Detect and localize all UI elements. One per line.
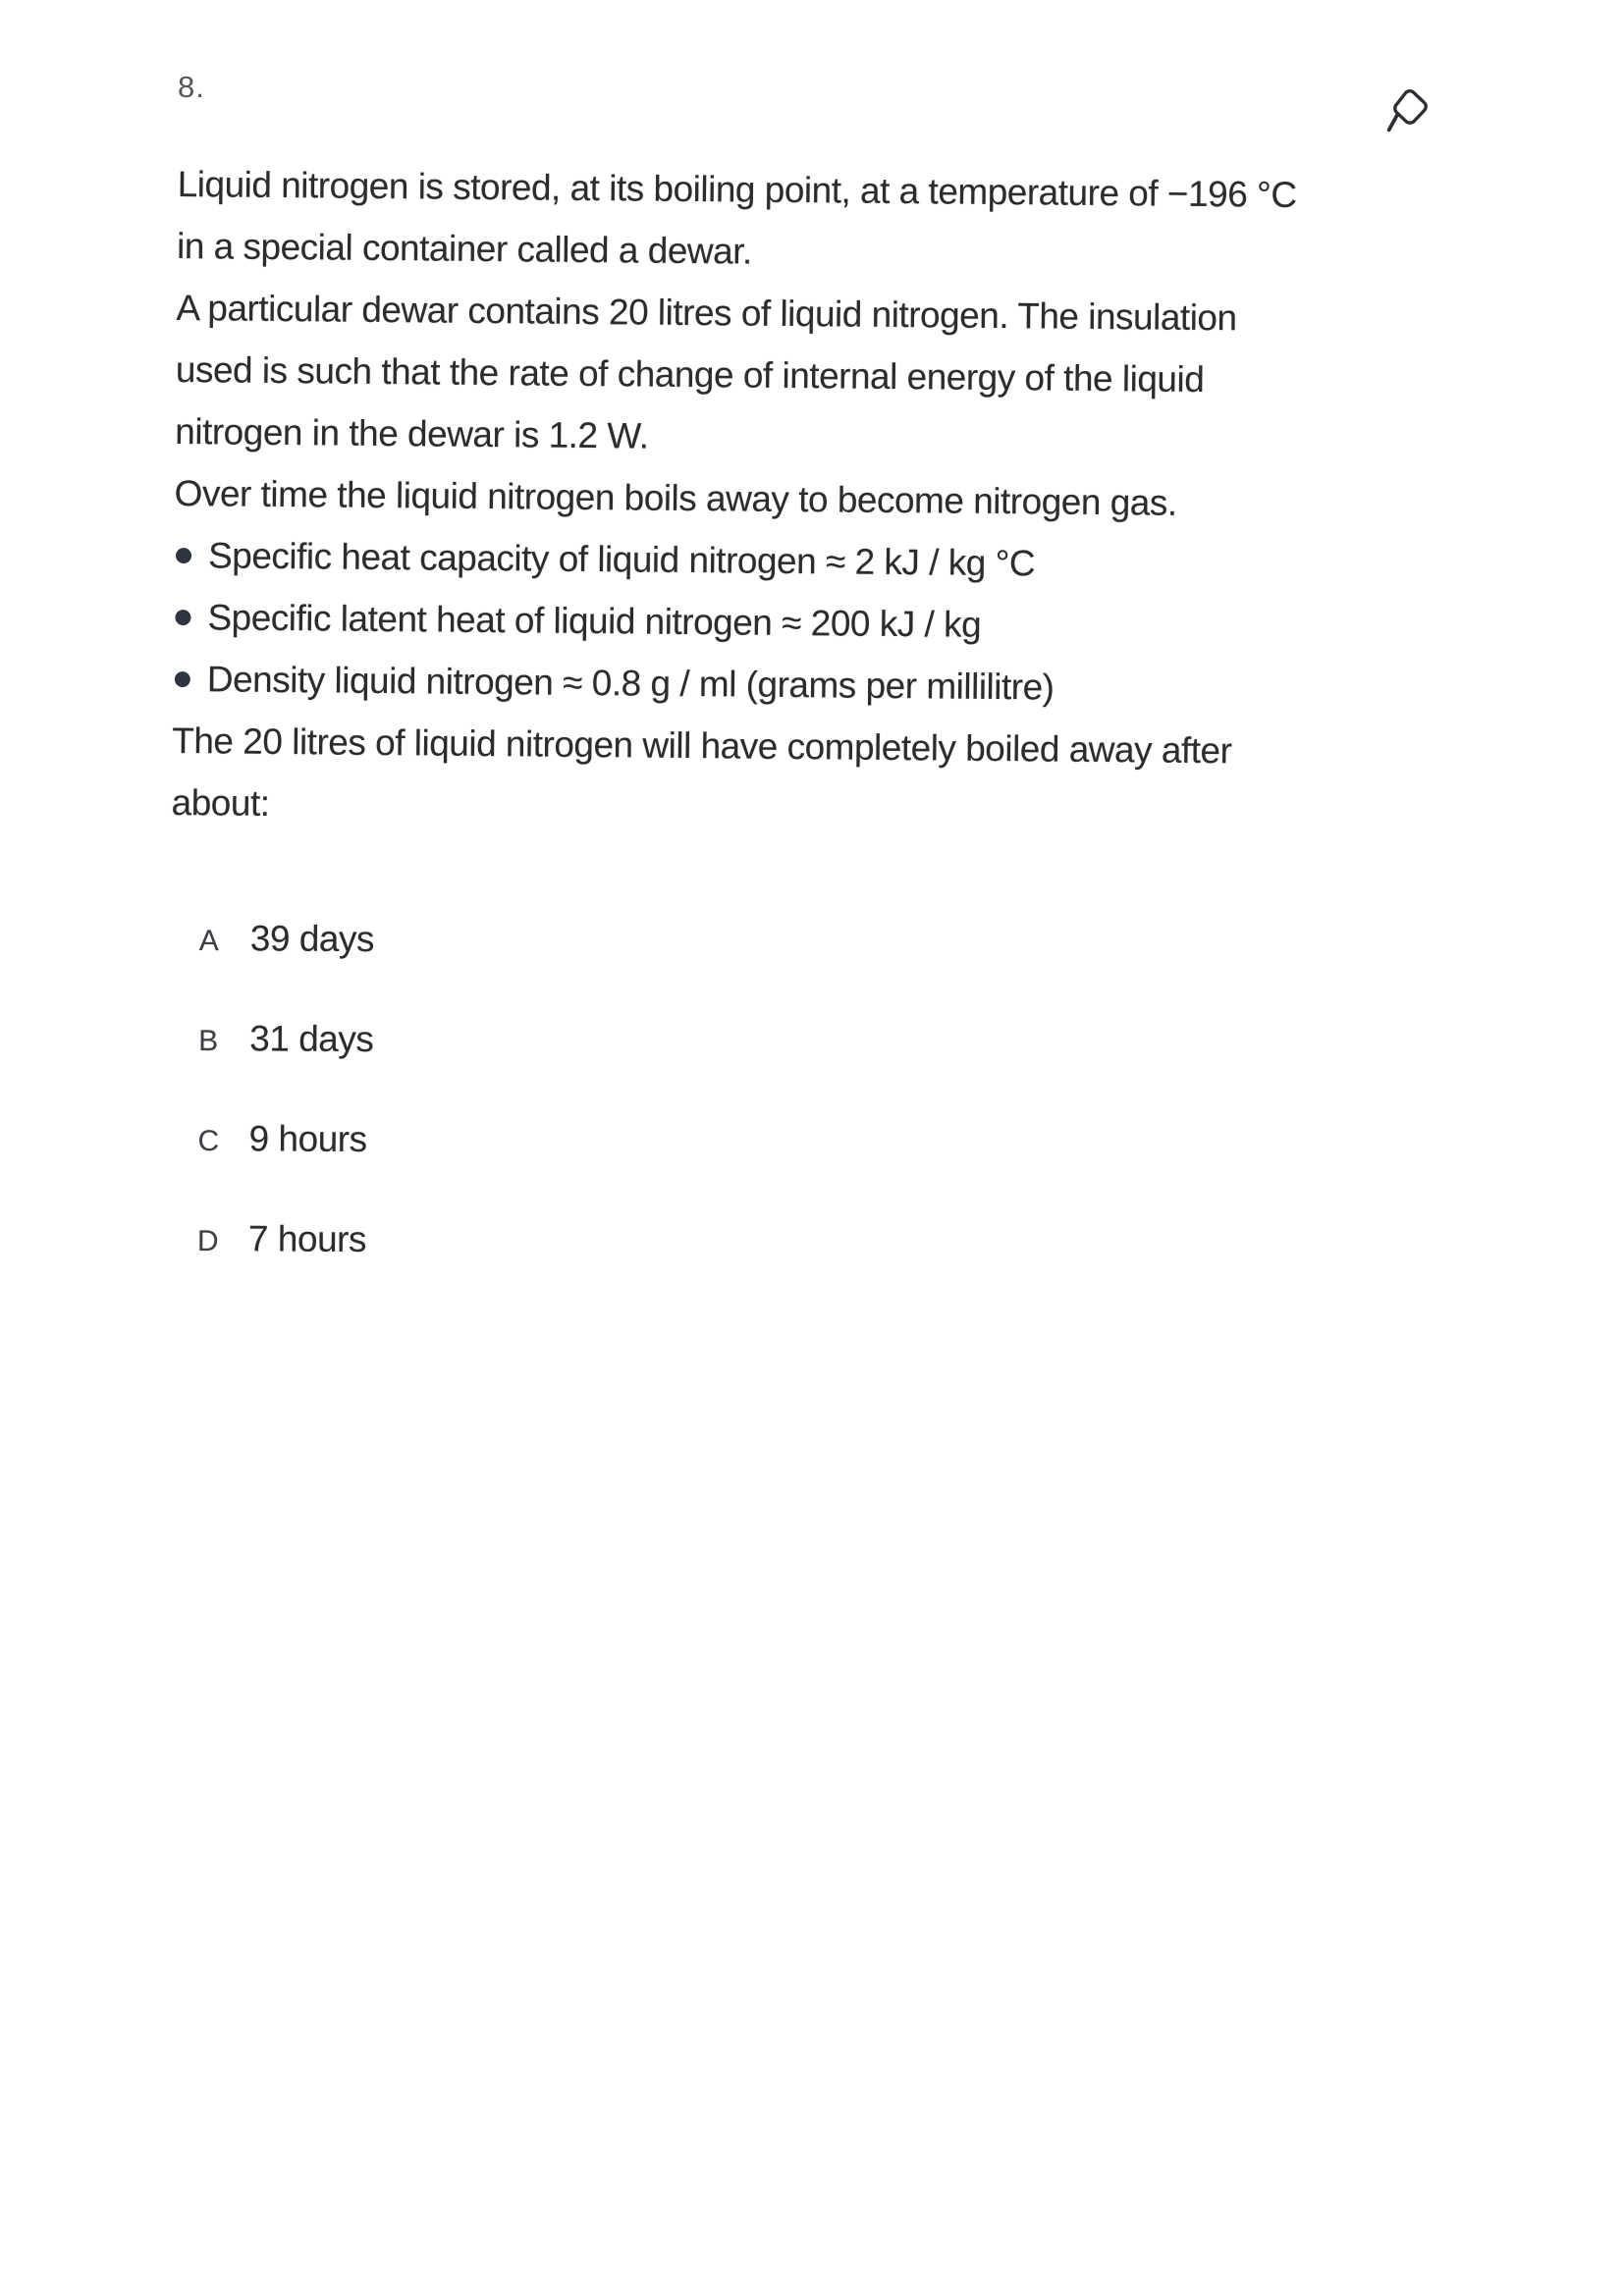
question-text-line: in a special container called a dewar. <box>176 225 752 272</box>
option-a[interactable] <box>199 918 374 958</box>
question-text-line: nitrogen in the dewar is 1.2 W. <box>175 410 649 456</box>
option-label: 39 days <box>249 918 375 960</box>
bullet-text: Specific heat capacity of liquid nitrogen ≈ 2 kJ / kg °C <box>207 535 1036 584</box>
question-text-line: The 20 litres of liquid nitrogen will have completely boiled away after <box>172 720 1232 772</box>
pin-question-button[interactable] <box>1384 86 1435 135</box>
option-b[interactable] <box>198 1018 373 1058</box>
question-text-line: about: <box>171 781 270 824</box>
bullet-dot-icon <box>175 670 190 686</box>
bullet-text: Specific latent heat of liquid nitrogen ≈ 200 kJ / kg <box>207 597 982 645</box>
option-letter: B <box>198 1024 219 1058</box>
option-d[interactable] <box>197 1218 372 1258</box>
question-text-line: Over time the liquid nitrogen boils away to become nitrogen gas. <box>174 472 1177 523</box>
bullet-dot-icon <box>176 548 191 563</box>
option-label: 9 hours <box>248 1118 367 1160</box>
question-text-line: used is such that the rate of change of internal energy of the liquid <box>175 348 1205 400</box>
option-label: 7 hours <box>247 1218 367 1260</box>
question-text <box>171 153 1493 846</box>
option-c[interactable] <box>198 1118 373 1158</box>
question-text-line: Liquid nitrogen is stored, at its boiling point, at a temperature of −196 °C <box>177 163 1297 215</box>
bullet-text: Density liquid nitrogen ≈ 0.8 g / ml (grams per millilitre) <box>206 659 1055 708</box>
option-letter: C <box>197 1124 220 1158</box>
option-letter: A <box>198 924 219 958</box>
question-number: 8. <box>178 70 205 104</box>
bullet-dot-icon <box>175 609 190 624</box>
option-label: 31 days <box>249 1018 374 1060</box>
option-letter: D <box>196 1224 219 1258</box>
question-text-line: A particular dewar contains 20 litres of liquid nitrogen. The insulation <box>176 287 1237 339</box>
pushpin-icon <box>1384 87 1434 134</box>
answer-options <box>197 918 375 1319</box>
